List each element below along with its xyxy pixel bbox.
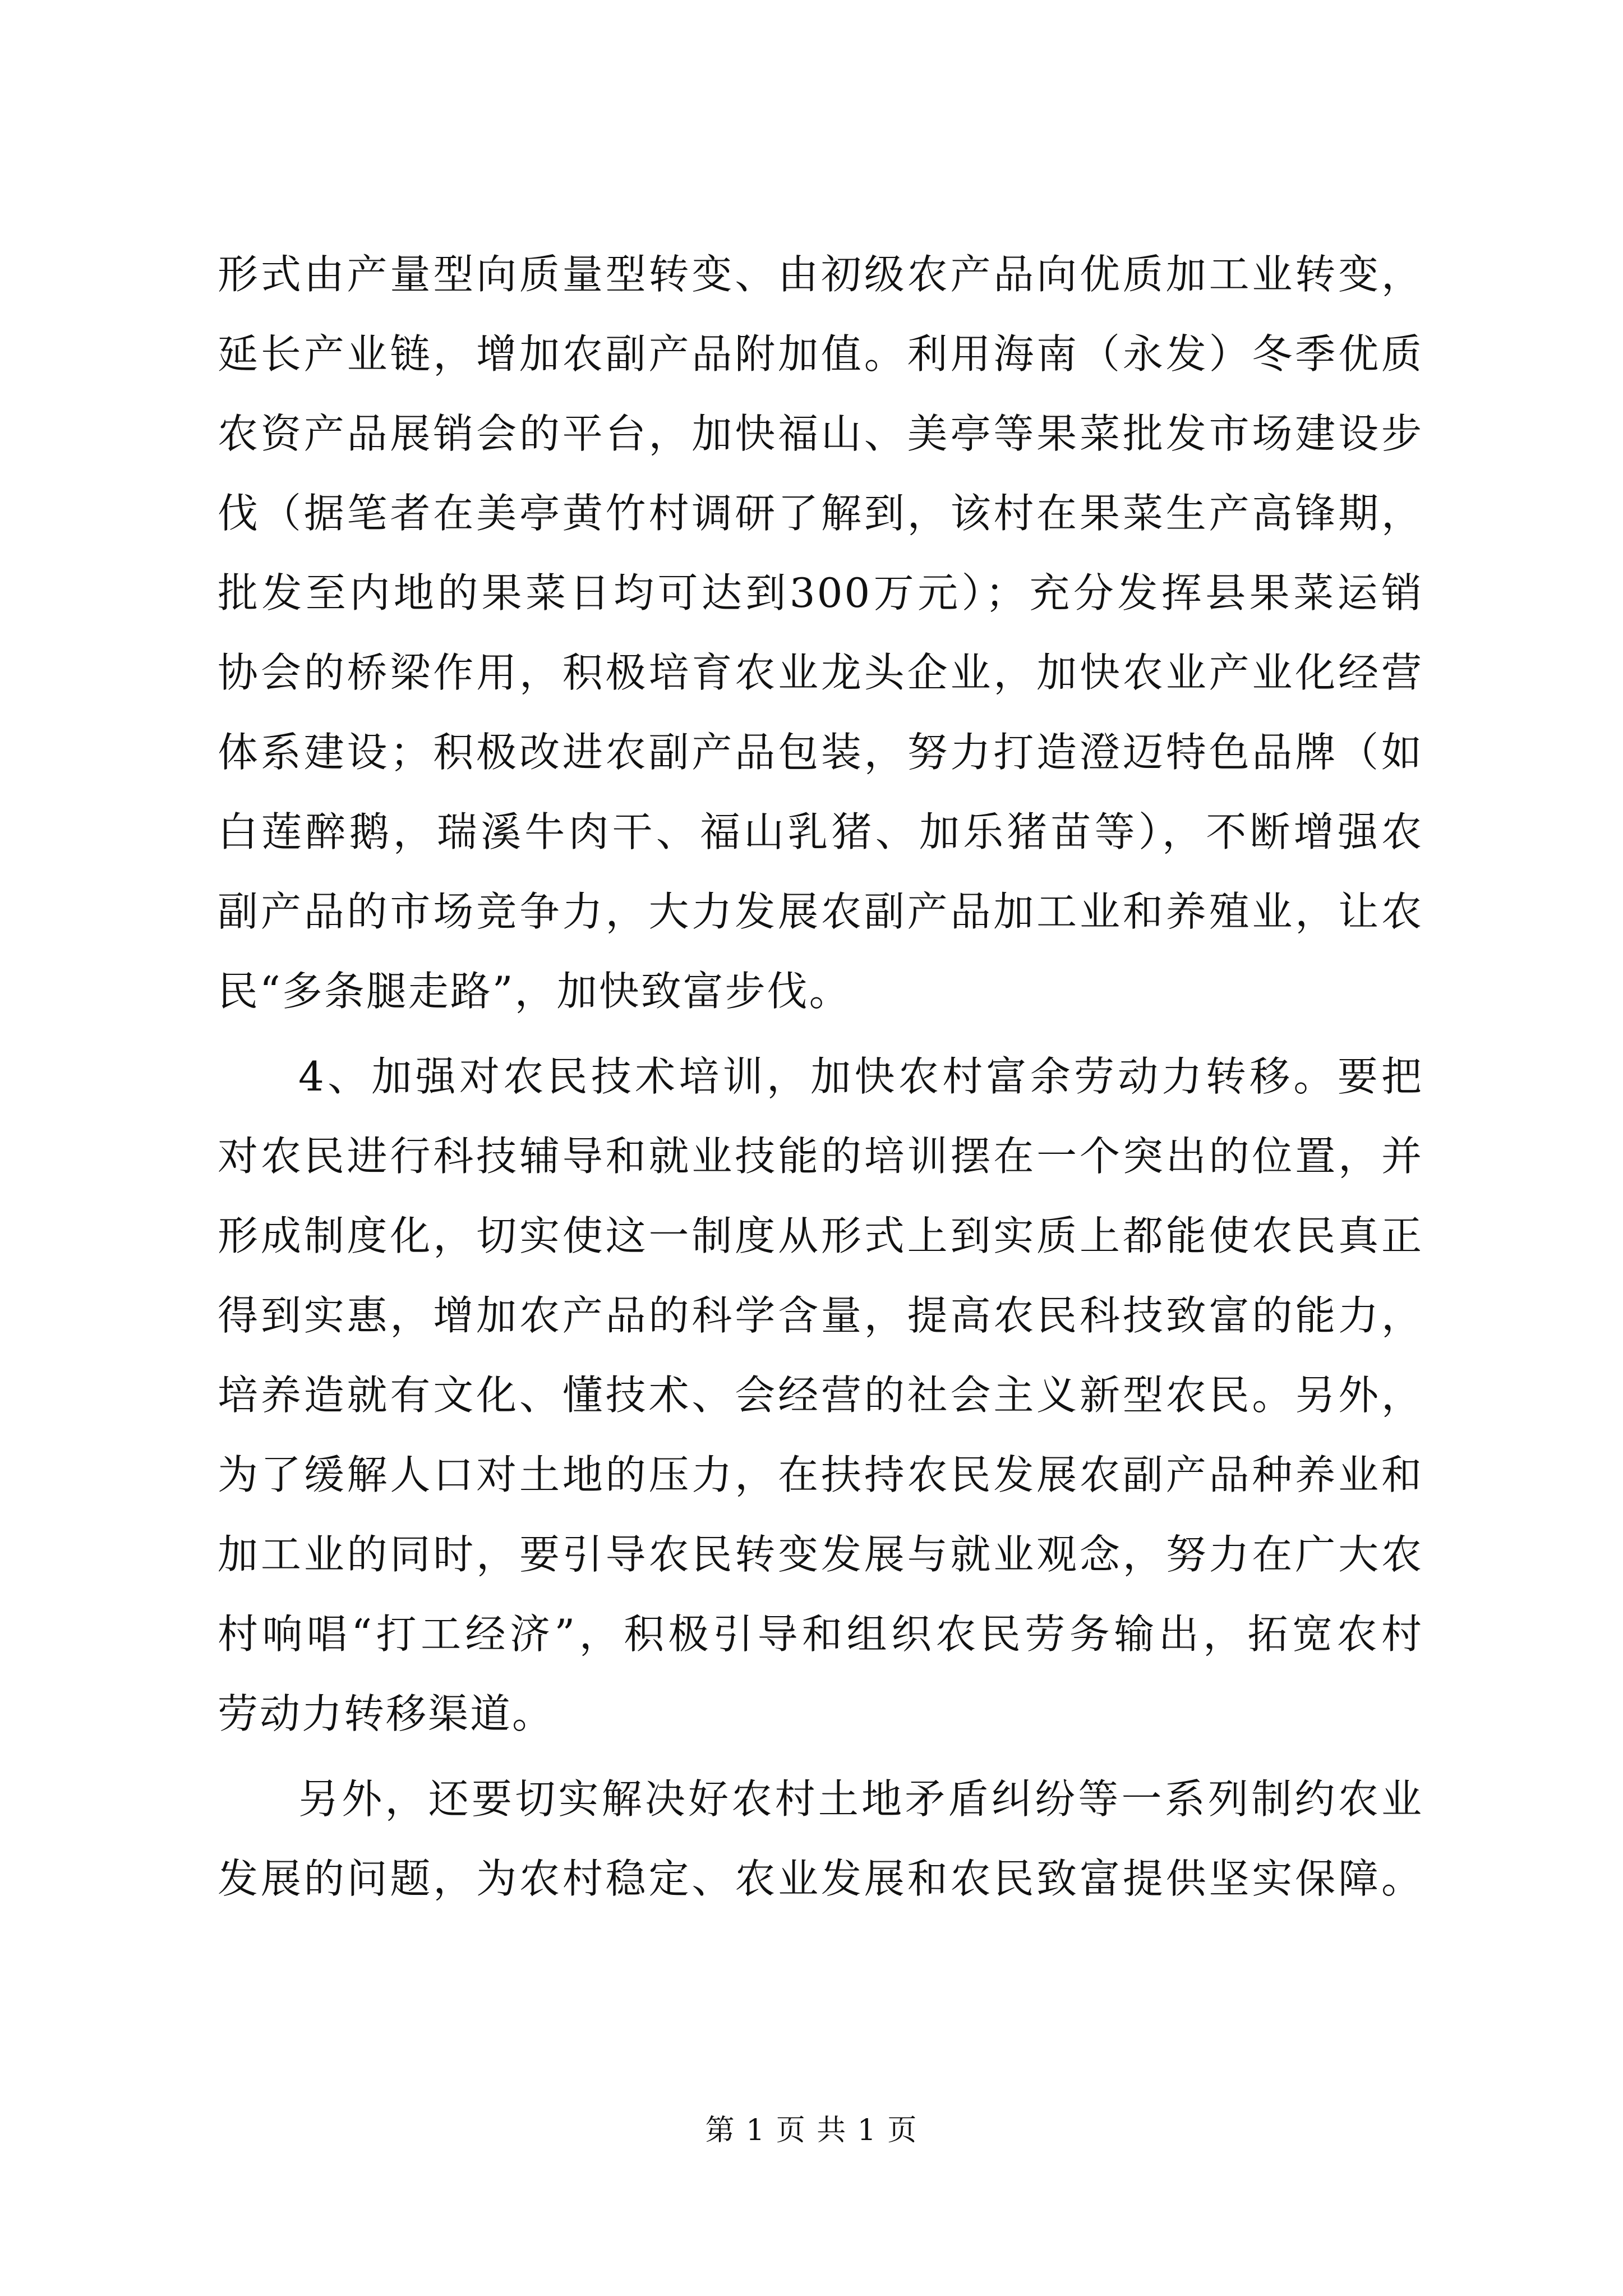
page-number-label: 第 1 页 共 1 页 [705, 2114, 918, 2147]
text-line: 民“多条腿走路”，加快致富步伐。 [218, 968, 851, 1015]
text-line: 村响唱“打工经济”，积极引导和组织农民劳务输出，拓宽农村 [218, 1611, 1423, 1658]
text-line: 得到实惠，增加农产品的科学含量，提高农民科技致富的能力， [218, 1292, 1423, 1339]
paragraph-3 [218, 1759, 1423, 1918]
text-line: 体系建设；积极改进农副产品包装，努力打造澄迈特色品牌（如 [218, 729, 1423, 776]
text-line: 白莲醉鹅，瑞溪牛肉干、福山乳猪、加乐猪苗等），不断增强农 [218, 808, 1423, 855]
text-line: 培养造就有文化、懂技术、会经营的社会主义新型农民。另外， [218, 1372, 1423, 1419]
text-line: 批发至内地的果菜日均可达到300万元）；充分发挥县果菜运销 [218, 569, 1423, 616]
text-line: 形式由产量型向质量型转变、由初级农产品向优质加工业转变， [218, 251, 1423, 298]
text-line: 对农民进行科技辅导和就业技能的培训摆在一个突出的位置，并 [218, 1133, 1423, 1180]
paragraph-1 [218, 234, 1423, 1031]
text-line: 伐（据笔者在美亭黄竹村调研了解到，该村在果菜生产高锋期， [218, 490, 1423, 537]
text-line: 加工业的同时，要引导农民转变发展与就业观念，努力在广大农 [218, 1531, 1423, 1578]
paragraph-2 [218, 1037, 1423, 1754]
text-line: 4、加强对农民技术培训，加快农村富余劳动力转移。要把 [298, 1053, 1423, 1100]
paragraph-spacer [218, 1754, 1423, 1759]
text-line: 协会的桥梁作用，积极培育农业龙头企业，加快农业产业化经营 [218, 649, 1423, 696]
text-line: 副产品的市场竞争力，大力发展农副产品加工业和养殖业，让农 [218, 888, 1423, 935]
text-line: 延长产业链，增加农副产品附加值。利用海南（永发）冬季优质 [218, 330, 1423, 378]
text-line: 劳动力转移渠道。 [218, 1690, 555, 1737]
text-line: 农资产品展销会的平台，加快福山、美亭等果菜批发市场建设步 [218, 410, 1423, 457]
page-footer [0, 2106, 1623, 2148]
text-line: 发展的问题，为农村稳定、农业发展和农民致富提供坚实保障。 [218, 1855, 1423, 1902]
paragraph-spacer [218, 1031, 1423, 1037]
text-line: 形成制度化，切实使这一制度从形式上到实质上都能使农民真正 [218, 1212, 1423, 1259]
text-line: 另外，还要切实解决好农村土地矛盾纠纷等一系列制约农业 [298, 1775, 1423, 1823]
document-body [218, 234, 1423, 1918]
text-line: 为了缓解人口对土地的压力，在扶持农民发展农副产品种养业和 [218, 1451, 1423, 1498]
